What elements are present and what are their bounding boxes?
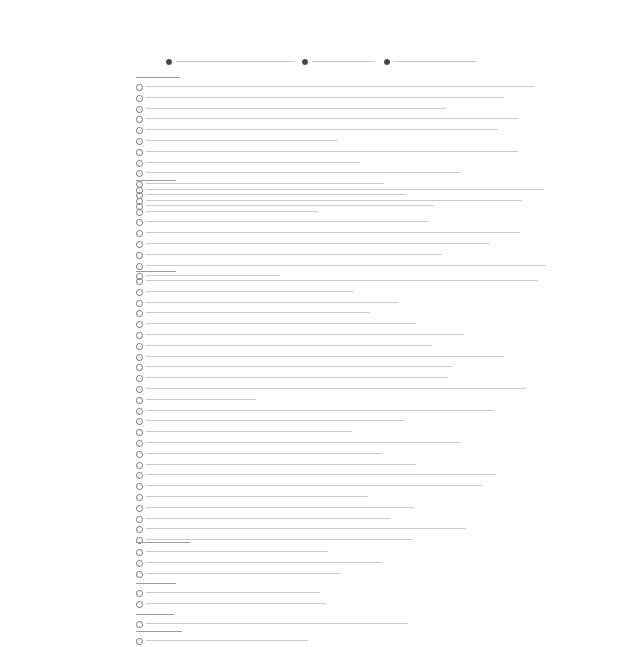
notice-bullet-2-icon xyxy=(302,59,308,65)
numbered-circle-icon xyxy=(136,219,143,226)
numbered-circle-icon xyxy=(136,321,143,328)
numbered-circle-icon xyxy=(136,483,143,490)
notice-2 xyxy=(312,61,374,62)
section-line-text xyxy=(146,118,518,119)
section-line-text xyxy=(146,464,416,465)
numbered-circle-icon xyxy=(136,429,143,436)
section-line xyxy=(130,196,550,207)
section-line-text xyxy=(146,640,308,641)
section-line-text xyxy=(146,345,432,346)
section-line-text xyxy=(146,592,320,593)
section-line-text xyxy=(146,189,544,190)
section-line-text xyxy=(146,485,482,486)
numbered-circle-icon xyxy=(136,601,143,608)
section-line xyxy=(130,319,550,330)
section-line-text xyxy=(146,172,460,173)
section-line xyxy=(130,114,550,125)
section-3 xyxy=(130,266,550,546)
numbered-circle-icon xyxy=(136,95,143,102)
section-heading xyxy=(130,626,550,636)
section-line-text xyxy=(146,551,328,552)
section-line-text xyxy=(146,86,534,87)
numbered-circle-icon xyxy=(136,354,143,361)
numbered-circle-icon xyxy=(136,230,143,237)
section-line xyxy=(130,147,550,158)
section-line xyxy=(130,514,550,525)
numbered-circle-icon xyxy=(136,252,143,259)
section-line xyxy=(130,250,550,261)
section-line xyxy=(130,93,550,104)
numbered-circle-icon xyxy=(136,343,143,350)
section-line xyxy=(130,427,550,438)
section-line xyxy=(130,636,550,647)
numbered-circle-icon xyxy=(136,472,143,479)
section-heading-text xyxy=(136,583,176,584)
section-line xyxy=(130,276,550,287)
numbered-circle-icon xyxy=(136,160,143,167)
numbered-circle-icon xyxy=(136,526,143,533)
section-line xyxy=(130,239,550,250)
notice-row xyxy=(0,57,640,67)
section-line-text xyxy=(146,366,452,367)
section-line xyxy=(130,158,550,169)
section-line-text xyxy=(146,528,466,529)
section-heading xyxy=(130,537,550,547)
section-line-text xyxy=(146,97,504,98)
section-line xyxy=(130,330,550,341)
notice-1 xyxy=(176,61,294,62)
numbered-circle-icon xyxy=(136,332,143,339)
section-line-text xyxy=(146,323,416,324)
numbered-circle-icon xyxy=(136,116,143,123)
section-line xyxy=(130,503,550,514)
notice-bullet-1-icon xyxy=(166,59,172,65)
section-heading-text xyxy=(136,631,182,632)
section-line-text xyxy=(146,140,338,141)
section-line-text xyxy=(146,623,408,624)
numbered-circle-icon xyxy=(136,494,143,501)
section-line-text xyxy=(146,562,382,563)
section-line xyxy=(130,384,550,395)
section-line xyxy=(130,287,550,298)
numbered-circle-icon xyxy=(136,198,143,205)
numbered-circle-icon xyxy=(136,560,143,567)
numbered-circle-icon xyxy=(136,138,143,145)
numbered-circle-icon xyxy=(136,408,143,415)
numbered-circle-icon xyxy=(136,375,143,382)
section-line xyxy=(130,341,550,352)
section-line-text xyxy=(146,388,526,389)
section-line-text xyxy=(146,280,538,281)
numbered-circle-icon xyxy=(136,127,143,134)
section-line xyxy=(130,104,550,115)
section-line xyxy=(130,207,550,218)
section-line-text xyxy=(146,108,446,109)
section-line-text xyxy=(146,211,318,212)
section-line-text xyxy=(146,162,360,163)
section-5 xyxy=(130,578,550,610)
numbered-circle-icon xyxy=(136,106,143,113)
section-line xyxy=(130,185,550,196)
section-line-text xyxy=(146,312,370,313)
section-line xyxy=(130,588,550,599)
section-line-text xyxy=(146,518,390,519)
numbered-circle-icon xyxy=(136,440,143,447)
numbered-circle-icon xyxy=(136,571,143,578)
section-line xyxy=(130,373,550,384)
numbered-circle-icon xyxy=(136,505,143,512)
section-line xyxy=(130,406,550,417)
section-7 xyxy=(130,626,550,647)
section-line-text xyxy=(146,221,428,222)
section-line-text xyxy=(146,496,368,497)
section-line xyxy=(130,524,550,535)
numbered-circle-icon xyxy=(136,289,143,296)
section-4 xyxy=(130,537,550,579)
section-line-text xyxy=(146,431,352,432)
numbered-circle-icon xyxy=(136,397,143,404)
section-line-text xyxy=(146,356,504,357)
section-heading xyxy=(130,609,550,619)
section-line-text xyxy=(146,410,494,411)
section-heading-text xyxy=(136,77,180,78)
section-line-text xyxy=(146,232,520,233)
section-line xyxy=(130,352,550,363)
section-line-text xyxy=(146,334,464,335)
numbered-circle-icon xyxy=(136,209,143,216)
section-heading-text xyxy=(136,271,176,272)
section-line-text xyxy=(146,420,404,421)
section-line-text xyxy=(146,603,326,604)
section-line-text xyxy=(146,442,460,443)
notice-3 xyxy=(394,61,476,62)
numbered-circle-icon xyxy=(136,187,143,194)
section-line xyxy=(130,308,550,319)
section-heading xyxy=(130,266,550,276)
section-heading-text xyxy=(136,614,174,615)
numbered-circle-icon xyxy=(136,84,143,91)
numbered-circle-icon xyxy=(136,364,143,371)
section-heading xyxy=(130,175,550,185)
numbered-circle-icon xyxy=(136,278,143,285)
numbered-circle-icon xyxy=(136,310,143,317)
numbered-circle-icon xyxy=(136,590,143,597)
section-line-text xyxy=(146,200,522,201)
numbered-circle-icon xyxy=(136,462,143,469)
section-line-text xyxy=(146,377,448,378)
section-line xyxy=(130,217,550,228)
section-line xyxy=(130,547,550,558)
numbered-circle-icon xyxy=(136,300,143,307)
section-heading xyxy=(130,578,550,588)
numbered-circle-icon xyxy=(136,386,143,393)
notice-bullet-3-icon xyxy=(384,59,390,65)
numbered-circle-icon xyxy=(136,241,143,248)
section-line-text xyxy=(146,151,518,152)
section-line xyxy=(130,125,550,136)
section-line-text xyxy=(146,254,442,255)
section-line-text xyxy=(146,302,398,303)
section-line xyxy=(130,481,550,492)
numbered-circle-icon xyxy=(136,516,143,523)
section-line-text xyxy=(146,573,340,574)
section-line xyxy=(130,438,550,449)
section-heading-text xyxy=(136,180,176,181)
numbered-circle-icon xyxy=(136,451,143,458)
section-line xyxy=(130,395,550,406)
numbered-circle-icon xyxy=(136,418,143,425)
section-line xyxy=(130,599,550,610)
section-line xyxy=(130,460,550,471)
section-line-text xyxy=(146,291,354,292)
numbered-circle-icon xyxy=(136,549,143,556)
section-line-text xyxy=(146,507,414,508)
section-line-text xyxy=(146,399,256,400)
section-line xyxy=(130,82,550,93)
section-line-text xyxy=(146,453,382,454)
section-line xyxy=(130,558,550,569)
section-line xyxy=(130,449,550,460)
section-heading-text xyxy=(136,542,190,543)
section-line xyxy=(130,228,550,239)
section-line-text xyxy=(146,129,498,130)
section-line xyxy=(130,416,550,427)
numbered-circle-icon xyxy=(136,638,143,645)
section-heading xyxy=(130,72,550,82)
numbered-circle-icon xyxy=(136,149,143,156)
section-line-text xyxy=(146,474,496,475)
section-line xyxy=(130,298,550,309)
section-line xyxy=(130,492,550,503)
section-line xyxy=(130,362,550,373)
section-line xyxy=(130,136,550,147)
section-line xyxy=(130,470,550,481)
section-line-text xyxy=(146,243,490,244)
